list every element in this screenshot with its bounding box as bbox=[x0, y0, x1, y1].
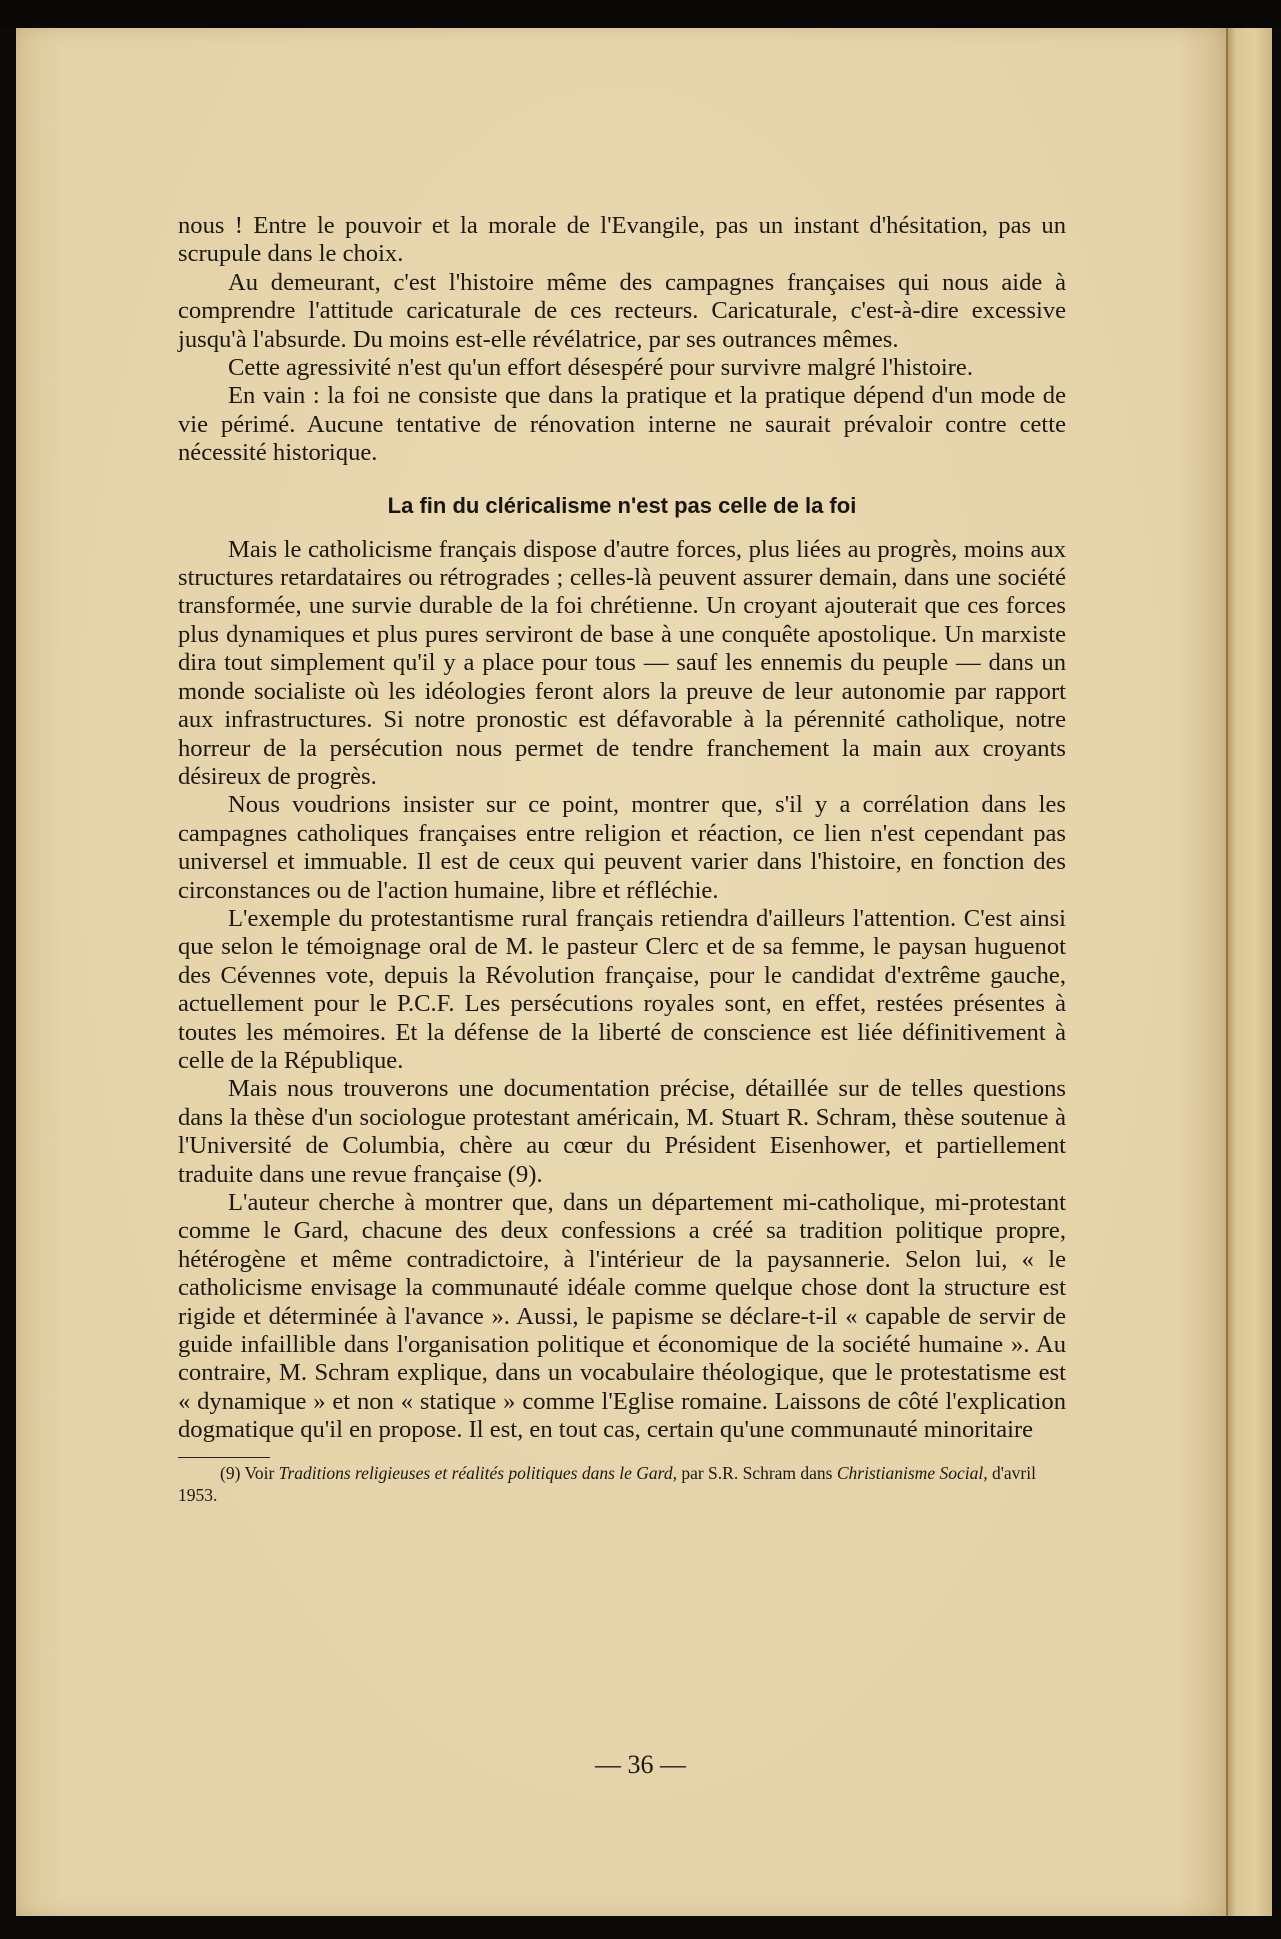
footnote-marker: (9) bbox=[220, 1462, 241, 1483]
page-text-column bbox=[178, 212, 1066, 1506]
paragraph: En vain : la foi ne consiste que dans la pratique et la pratique dépend d'un mode de vie périmé. Aucune tentative de rénovation interne ne saurait prévaloir contre cette nécessité historique. bbox=[178, 382, 1066, 467]
footnote-journal: Christianisme Social, bbox=[836, 1462, 988, 1483]
paragraph: Cette agressivité n'est qu'un effort désespéré pour survivre malgré l'histoire. bbox=[228, 354, 973, 382]
footnote-text: d'avril 1953. bbox=[178, 1462, 1036, 1505]
footnote-text: par S.R. Schram dans bbox=[681, 1462, 833, 1483]
adjacent-page-edge bbox=[1226, 28, 1272, 1916]
footnote-rule bbox=[178, 1457, 270, 1458]
paragraphs-before-heading bbox=[178, 212, 1066, 468]
paragraph: L'exemple du protestantisme rural français retiendra d'ailleurs l'attention. C'est ainsi que selon le témoignage oral de M. le pasteur Clerc et de sa femme, le paysan huguenot des Cévennes vote, depuis la Révolution française, pour le candidat d'extrême gauche, actuellement pour le P.C.F. Les persécutions royales sont, en effet, restées présentes à toutes les mémoires. Et la défense de la liberté de conscience est liée définitivement à celle de la République. bbox=[178, 904, 1066, 1074]
paragraph: Au demeurant, c'est l'histoire même des campagnes françaises qui nous aide à comprendre l'attitude caricaturale de ces recteurs. Caricaturale, c'est-à-dire excessive jusqu'à l'absurde. Du moins est-elle révélatrice, par ses outrances mêmes. bbox=[178, 268, 1066, 353]
footnote bbox=[178, 1462, 1066, 1506]
scan-top-border bbox=[0, 0, 1281, 28]
paragraph: nous ! Entre le pouvoir et la morale de l'Evangile, pas un instant d'hésitation, pas un scrupule dans le choix. bbox=[178, 212, 1066, 268]
section-heading: La fin du cléricalisme n'est pas celle de la foi bbox=[387, 492, 857, 518]
paragraph: Mais nous trouverons une documentation précise, détaillée sur de telles questions dans la thèse d'un sociologue protestant américain, M. Stuart R. Schram, thèse soutenue à l'Université de Columbia, chère au cœur du Président Eisenhower, et partiellement traduite dans une revue française (9). bbox=[178, 1075, 1066, 1188]
paragraph: Mais le catholicisme français dispose d'autre forces, plus liées au progrès, moins aux structures retardataires ou rétrogrades ; celles-là peuvent assurer demain, dans une société transformée, une survie durable de la foi chrétienne. Un croyant ajouterait que ces forces plus dynamiques et plus pures serviront de base à une conquête apostolique. Un marxiste dira tout simplement qu'il y a place pour tous — sauf les ennemis du peuple — dans un monde socialiste où les idéologies feront alors la preuve de leur autonomie par rapport aux infrastructures. Si notre pronostic est défavorable à la pérennité catholique, notre horreur de la persécution nous permet de tendre franchement la main aux croyants désireux de progrès. bbox=[178, 535, 1066, 790]
paragraph: Nous voudrions insister sur ce point, montrer que, s'il y a corrélation dans les campagnes catholiques françaises entre religion et réaction, ce lien n'est cependant pas universel et immuable. Il est de ceux qui peuvent varier dans l'histoire, en fonction des circonstances ou de l'action humaine, libre et réfléchie. bbox=[178, 791, 1066, 904]
footnote-text: Voir bbox=[244, 1462, 275, 1483]
footnote-cited-title: Traditions religieuses et réalités politiques dans le Gard, bbox=[278, 1462, 677, 1483]
paragraph: L'auteur cherche à montrer que, dans un département mi-catholique, mi-protestant comme le Gard, chacune des deux confessions a créé sa tradition politique propre, hétérogène et même contradictoire, à l'intérieur de la paysannerie. Selon lui, « le catholicisme envisage la communauté idéale comme quelque chose dont la structure est rigide et déterminée à l'avance ». Aussi, le papisme se déclare-t-il « capable de servir de guide infaillible dans l'organisation politique et économique de la société humaine ». Au contraire, M. Schram explique, dans un vocabulaire théologique, que le protestatisme est « dynamique » et non « statique » comme l'Eglise romaine. Laissons de côté l'explication dogmatique qu'il en propose. Il est, en tout cas, certain qu'une communauté minoritaire bbox=[178, 1189, 1066, 1444]
page-number: — 36 — bbox=[595, 1750, 686, 1779]
paragraphs-after-heading bbox=[178, 536, 1066, 1445]
